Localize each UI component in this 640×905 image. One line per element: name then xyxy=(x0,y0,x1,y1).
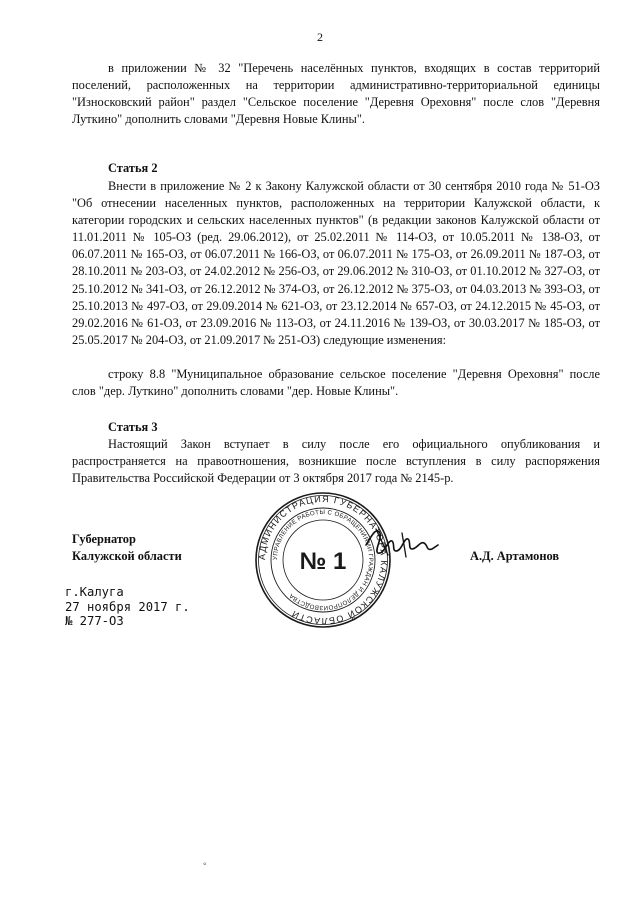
article-3-paragraph-1: Настоящий Закон вступает в силу после его официального опубликования и распространяется на правоотношения, возникшие после вступления в силу распоряжения Правительства Российской Федерации от 3 октября 2017 года № 2145-р. xyxy=(72,437,600,486)
intro-paragraph: в приложении № 32 "Перечень населённых пунктов, входящих в состав территорий поселений, расположенных на территории административно-территориальной единицы "Износковский район" раздел "Сельское поселение "Деревня Ореховня" после слов "Деревня Луткино" дополнить словами "Деревня Новые Клины". xyxy=(72,61,600,127)
signatory-title xyxy=(72,531,182,565)
footer-city: г.Калуга xyxy=(65,585,124,599)
article-2-paragraph-1: Внести в приложение № 2 к Закону Калужской области от 30 сентября 2010 года № 51-ОЗ "Об отнесении населенных пунктов, расположенных на территории Калужской области, к категории городских и сельских населенных пунктов" (в редакции законов Калужской области от 11.01.2011 № 105-ОЗ (ред. 29.06.2012), от 25.02.2011 № 114-ОЗ, от 10.05.2011 № 138-ОЗ, от 06.07.2011 № 165-ОЗ, от 06.07.2011 № 166-ОЗ, от 06.07.2011 № 175-ОЗ, от 26.09.2011 № 187-ОЗ, от 28.10.2011 № 203-ОЗ, от 24.02.2012 № 256-ОЗ, от 29.06.2012 № 310-ОЗ, от 01.10.2012 № 327-ОЗ, от 25.10.2012 № 341-ОЗ, от 26.12.2012 № 374-ОЗ, от 26.12.2012 № 375-ОЗ, от 04.03.2013 № 393-ОЗ, от 25.10.2013 № 497-ОЗ, от 29.09.2014 № 621-ОЗ, от 23.12.2014 № 657-ОЗ, от 24.12.2015 № 45-ОЗ, от 29.02.2016 № 61-ОЗ, от 23.09.2016 № 113-ОЗ, от 24.11.2016 № 139-ОЗ, от 30.03.2017 № 185-ОЗ, от 25.05.2017 № 204-ОЗ, от 21.09.2017 № 251-ОЗ) следующие изменения: xyxy=(72,179,600,347)
footer-number: № 277-ОЗ xyxy=(65,614,124,628)
stamp-inner-text: УПРАВЛЕНИЕ РАБОТЫ С ОБРАЩЕНИЯМИ ГРАЖДАН И ДЕЛОПРОИЗВОДСТВА xyxy=(271,508,375,612)
footer-date: 27 ноября 2017 г. xyxy=(65,599,190,614)
scan-mark: ◦ xyxy=(203,859,207,870)
stamp-outer-text: АДМИНИСТРАЦИЯ ГУБЕРНАТОРА КАЛУЖСКОЙ ОБЛАСТИ xyxy=(256,493,390,627)
signatory-title-line-1: Губернатор xyxy=(72,532,136,546)
handwritten-signature xyxy=(362,515,442,565)
stamp-number: № 1 xyxy=(299,548,347,575)
document-footer xyxy=(65,585,190,629)
signatory-title-line-2: Калужской области xyxy=(72,549,182,563)
article-3-heading: Статья 3 xyxy=(108,420,158,434)
article-2-heading: Статья 2 xyxy=(108,161,158,175)
article-2-paragraph-2: строку 8.8 "Муниципальное образование сельское поселение "Деревня Ореховня" после слов "дер. Луткино" дополнить словами "дер. Новые Клины". xyxy=(72,367,600,399)
signatory-name: А.Д. Артамонов xyxy=(470,549,560,563)
page-number: 2 xyxy=(317,30,323,44)
